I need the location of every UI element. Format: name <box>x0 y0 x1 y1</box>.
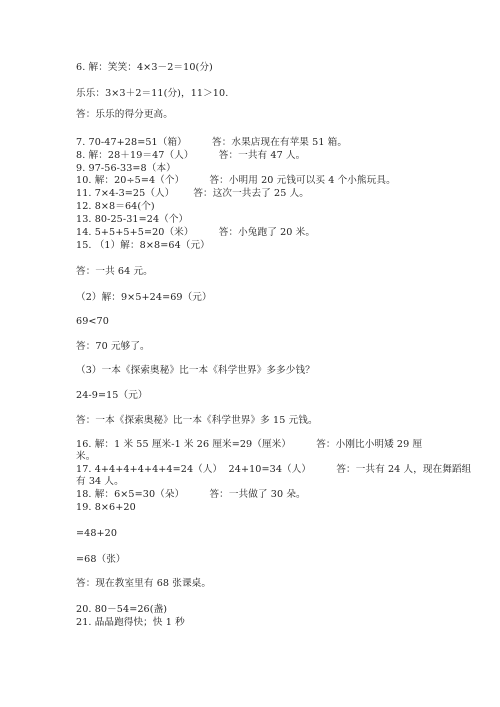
answer-line: 答：一共 64 元。 <box>76 266 153 277</box>
answer-line: 15. （1）解：8×8=64（元） <box>76 240 210 251</box>
answer-line: 17. 4+4+4+4+4+4=24（人） 24+10=34（人） 答：一共有 24 人，现在舞蹈组 <box>76 464 472 475</box>
answer-line: 答：一本《探索奥秘》比一本《科学世界》多 15 元钱。 <box>76 415 318 426</box>
answer-line: 9. 97-56-33=8（本） <box>76 163 176 174</box>
answer-line: 19. 8×6+20 <box>76 502 136 513</box>
answer-line: 69<70 <box>76 316 109 327</box>
answer-line: 11. 7×4-3=25（人） 答：这次一共去了 25 人。 <box>76 188 309 199</box>
answer-line: 答：现在教室里有 68 张课桌。 <box>76 578 212 589</box>
answer-line: 米。 <box>76 451 96 462</box>
answer-line: =68（张） <box>76 554 126 565</box>
answer-line: 答：乐乐的得分更高。 <box>76 109 173 120</box>
answer-line: 24-9=15（元） <box>76 390 148 401</box>
answer-line: 14. 5+5+5+5=20（米） 答：小兔跑了 20 米。 <box>76 227 316 238</box>
answer-line: 12. 8×8＝64(个) <box>76 201 155 212</box>
answer-line: 有 34 人。 <box>76 476 124 487</box>
answer-line: 8. 解：28＋19＝47（人） 答：一共有 47 人。 <box>76 150 306 161</box>
answer-line: 乐乐：3×3＋2＝11(分)，11＞10. <box>76 88 229 99</box>
answer-line: 10. 解：20÷5=4（个） 答：小明用 20 元钱可以买 4 个小熊玩具。 <box>76 175 396 186</box>
answer-line: （3）一本《探索奥秘》比一本《科学世界》多多少钱？ <box>76 365 315 376</box>
answer-line: =48+20 <box>76 528 118 539</box>
answer-line: （2）解：9×5+24=69（元） <box>76 292 212 303</box>
answer-line: 16. 解：1 米 55 厘米-1 米 26 厘米=29（厘米） 答：小刚比小明矮 29 厘 <box>76 439 423 450</box>
answer-line: 6. 解：笑笑：4×3－2＝10(分) <box>76 62 213 73</box>
answer-line: 13. 80-25-31=24（个） <box>76 214 189 225</box>
answer-line: 18. 解：6×5=30（朵） 答：一共做了 30 朵。 <box>76 489 306 500</box>
answer-line: 答：70 元够了。 <box>76 341 150 352</box>
answer-line: 7. 70-47+28=51（箱） 答：水果店现在有苹果 51 箱。 <box>76 137 348 148</box>
answer-line: 21. 晶晶跑得快；快 1 秒 <box>76 617 185 628</box>
answer-line: 20. 80－54=26(盏) <box>76 604 168 615</box>
